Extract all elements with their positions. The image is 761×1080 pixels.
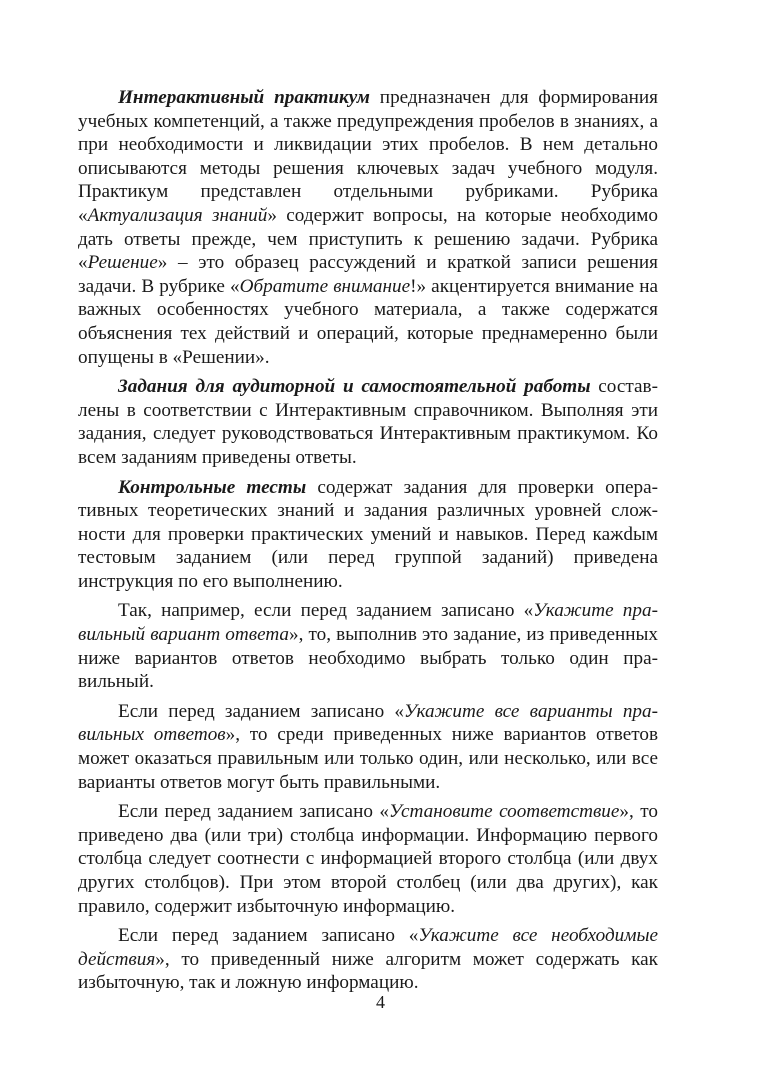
rubric-attention: Обратите внимание bbox=[239, 275, 411, 297]
paragraph-actions bbox=[78, 924, 658, 995]
body-text bbox=[78, 86, 658, 1001]
text-run: Если перед заданием записано « bbox=[118, 925, 419, 947]
text-run: », то среди приведенных ниже вариантов ответов может оказаться правильным или только один, или несколько, или все варианты ответов могут быть правильными. bbox=[78, 724, 659, 793]
text-run: » содержит вопросы, на которые необходимо дать ответы прежде, чем приступить к решению задачи. Рубрика « bbox=[78, 204, 659, 274]
instruction-actions: Укажите все необходимые действия bbox=[78, 925, 658, 970]
page-number: 4 bbox=[376, 992, 385, 1012]
term-control-tests: Контрольные тесты bbox=[118, 476, 307, 498]
rubric-solution: Решение bbox=[87, 252, 158, 274]
instruction-single-answer: Укажите правильный вариант ответа bbox=[78, 600, 658, 646]
instruction-matching: Установите соответствие bbox=[389, 801, 620, 823]
term-assignments: Задания для аудиторной и самостоятельной работы bbox=[118, 376, 591, 398]
paragraph-multiple-answers bbox=[78, 700, 658, 794]
text-run: », то приведенный ниже алгоритм может содержать как избыточную, так и ложную информацию. bbox=[78, 948, 658, 994]
text-run: Если перед заданием записано « bbox=[118, 801, 389, 823]
paragraph-control-tests bbox=[78, 476, 658, 594]
paragraph-interactive-practicum bbox=[78, 86, 658, 369]
text-run: », то приведено два (или три) столбца информации. Информацию первого столбца следует соотнести с информацией второго столбца (или двух других столбцов). При этом второй столбец (или два других), как правило, содержит избыточную информацию. bbox=[78, 801, 658, 917]
paragraph-assignments bbox=[78, 375, 658, 469]
text-run: !» акцентируется внимание на важных особенностях учебного материала, а также содержатся объяснения тех действий и операций, которые преднамеренно были опущены в «Решении». bbox=[78, 275, 658, 368]
text-run: Так, например, если перед заданием записано « bbox=[118, 600, 534, 622]
instruction-multiple-answers: Укажите все варианты правильных ответов bbox=[78, 700, 658, 746]
paragraph-single-answer bbox=[78, 599, 658, 693]
text-run: », то, выполнив это задание, из приведенных ниже вариантов ответов необходимо выбрать только один правильный. bbox=[78, 624, 658, 693]
rubric-actualization: Актуализация знаний bbox=[87, 204, 268, 226]
paragraph-matching bbox=[78, 800, 658, 918]
text-run: составлены в соответствии с Интерактивным справочником. Выполняя эти задания, следует руководствоваться Интерактивным практикумом. Ко всем заданиям приведены ответы. bbox=[78, 376, 658, 468]
text-run: Если перед заданием записано « bbox=[118, 700, 405, 722]
term-interactive-practicum: Интерактивный практикум bbox=[118, 87, 370, 108]
text-run: предназначен для формирования учебных компетенций, а также предупреждения пробелов в знаниях, а при необходимости и ликвидации этих пробелов. В нем детально описываются методы решения ключевых задач учебного модуля. Практикум представлен отдельными рубриками. Рубрика « bbox=[78, 87, 658, 226]
text-run: » – это образец рассуждений и краткой записи решения задачи. В рубрике « bbox=[78, 252, 658, 297]
text-run: содержат задания для проверки оперативных теоретических знаний и задания различных уровней сложности для проверки практических умений и навыков. Перед кажdым тестовым заданием (или перед группой заданий) приведена инструкция по его выполнению. bbox=[78, 476, 658, 592]
